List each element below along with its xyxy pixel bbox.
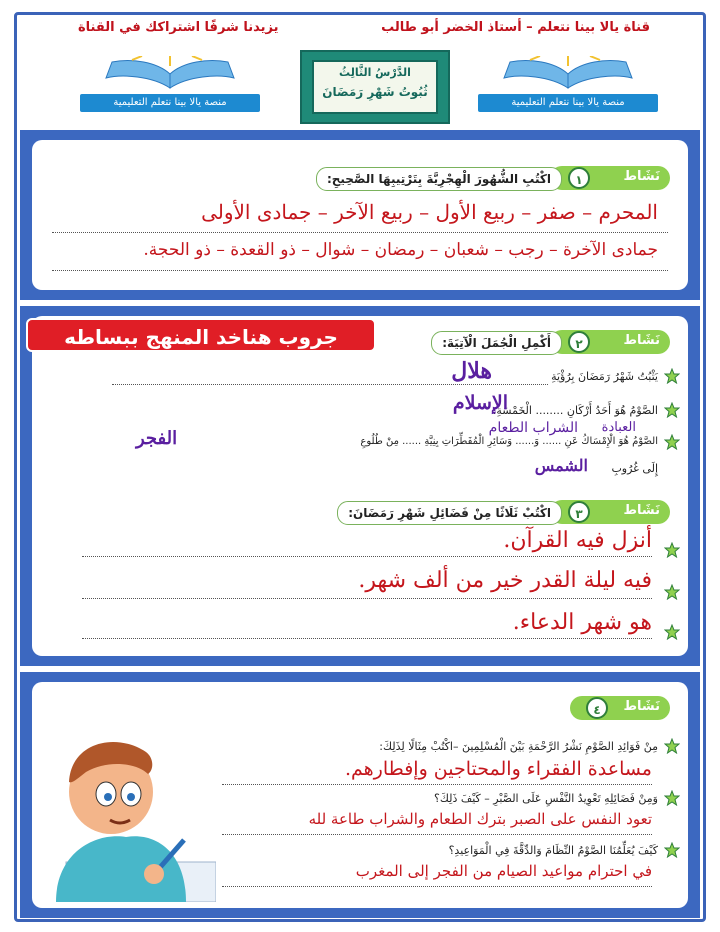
activity2-q3-answer-food: الطعام	[488, 420, 528, 436]
activity1-answer-line2: جمادى الآخرة – رجب – شعبان – رمضان – شوال – ذو القعدة – ذو الحجة.	[143, 240, 658, 260]
star-icon	[664, 790, 680, 806]
activity1-panel	[20, 130, 700, 300]
activity4-q3-prompt: كَيْفَ يُعَلِّمُنَا الصَّوْمُ النِّظَامَ وَالدِّقَّةَ فِي الْمَوَاعِيدِ؟	[448, 844, 658, 857]
star-icon	[664, 738, 680, 754]
platform-logo-left	[80, 56, 260, 120]
activity-badge	[570, 696, 670, 720]
answer-line	[222, 886, 652, 887]
platform-logo-right	[478, 56, 658, 120]
activity1-number: ١	[568, 167, 590, 189]
activity2-q3-answer-dawn: الفجر	[136, 428, 178, 449]
answer-line	[52, 270, 668, 271]
answer-line	[112, 384, 548, 385]
star-icon	[664, 624, 680, 640]
activity4-panel	[20, 672, 700, 918]
activity2-3-card	[32, 316, 688, 656]
star-icon	[664, 584, 680, 600]
activity2-number: ٢	[568, 331, 590, 353]
star-icon	[664, 542, 680, 558]
answer-line	[82, 556, 652, 557]
activity2-q4-prompt: إِلَى غُرُوبِ	[611, 462, 658, 475]
activity-label: نَشَاط	[623, 503, 660, 518]
activity3-answer-3: هو شهر الدعاء.	[512, 610, 652, 635]
activity1-card	[32, 140, 688, 290]
activity-label: نَشَاط	[623, 699, 660, 714]
answer-line	[222, 784, 652, 785]
platform-label-left: منصة يالا بينا نتعلم التعليمية	[80, 94, 260, 112]
subscribe-line: يزيدنا شرفًا اشتراكك في القناة	[78, 20, 279, 35]
activity2-q4-answer: الشمس	[534, 456, 588, 475]
boy-writing-illustration	[36, 722, 216, 902]
lesson-title-box	[300, 50, 450, 124]
activity2-title: أَكْمِلِ الْجُمَلَ الْآتِيَةَ:	[431, 331, 562, 355]
activity2-3-panel	[20, 306, 700, 666]
activity3-title: اكْتُبْ ثَلَاثًا مِنْ فَضَائِلِ شَهْرِ رَمَضَانَ:	[337, 501, 562, 525]
activity4-q1-answer: مساعدة الفقراء والمحتاجين وإفطارهم.	[344, 758, 652, 780]
activity4-q2-answer: تعود النفس على الصبر بترك الطعام والشراب طاعة لله	[308, 810, 652, 828]
activity1-answer-line1: المحرم – صفر – ربيع الأول – ربيع الآخر – جمادى الأولى	[201, 200, 658, 224]
activity-label: نَشَاط	[623, 333, 660, 348]
activity4-q1-prompt: مِنْ فَوَائِدِ الصَّوْمِ نَشْرُ الرَّحْمَةِ بَيْنَ الْمُسْلِمِينَ –اكْتُبْ مِثَالًا لِذَلِكَ:	[379, 740, 658, 753]
star-icon	[664, 368, 680, 384]
activity4-q2-prompt: وَمِنْ فَضَائِلِهِ تَعْوِيدُ النَّفْسِ عَلَى الصَّبْرِ – كَيْفَ ذَلِكَ؟	[433, 792, 658, 805]
activity3-answer-1: أنزل فيه القرآن.	[503, 528, 652, 553]
activity-label: نَشَاط	[623, 169, 660, 184]
answer-line	[82, 598, 652, 599]
activity3-answer-2: فيه ليلة القدر خير من ألف شهر.	[358, 568, 652, 593]
answer-line	[52, 232, 668, 233]
activity2-q3-answer-drink: الشراب	[532, 420, 578, 436]
answer-line	[222, 834, 652, 835]
open-book-icon	[500, 56, 636, 92]
activity2-q2-answer: الإسلام	[452, 392, 508, 414]
group-banner: جروب هناخد المنهج ببساطه	[26, 318, 376, 352]
activity2-q1-answer: هلال	[451, 358, 492, 384]
activity4-card	[32, 682, 688, 908]
star-icon	[664, 842, 680, 858]
activity4-number: ٤	[586, 697, 608, 719]
answer-line	[82, 638, 652, 639]
activity1-title: اكْتُبِ الشُّهُورَ الْهِجْرِيَّةَ بِتَرْتِيبِهَا الصَّحِيحِ:	[316, 167, 562, 191]
lesson-title: ثُبُوتُ شَهْرِ رَمَضَانَ	[322, 85, 428, 99]
open-book-icon	[102, 56, 238, 92]
activity2-q3-prompt: الصَّوْمُ هُوَ الْإِمْسَاكُ عَنِ ...... وَ...... وَسَائِرِ الْمُفَطِّرَاتِ بِنِيَّةِ ...... مِنْ طُلُوعِ	[360, 436, 658, 447]
lesson-number: الدَّرْسُ الثَّالِثُ	[339, 66, 411, 79]
channel-line: قناة يالا بينا نتعلم – أستاذ الخضر أبو طالب	[381, 20, 650, 35]
activity3-number: ٣	[568, 501, 590, 523]
activity4-q3-answer: في احترام مواعيد الصيام من الفجر إلى المغرب	[355, 862, 652, 880]
star-icon	[664, 402, 680, 418]
star-icon	[664, 434, 680, 450]
activity2-q1-prompt: يَثْبُتُ شَهْرُ رَمَضَانَ بِرُؤْيَةِ	[551, 370, 658, 383]
activity2-q2-prompt: الصَّوْمُ هُوَ أَحَدُ أَرْكَانِ ........ الْخَمْسَةِ.	[492, 404, 658, 417]
platform-label-right: منصة يالا بينا نتعلم التعليمية	[478, 94, 658, 112]
activity2-q3-answer-worship: العبادة	[601, 420, 636, 435]
